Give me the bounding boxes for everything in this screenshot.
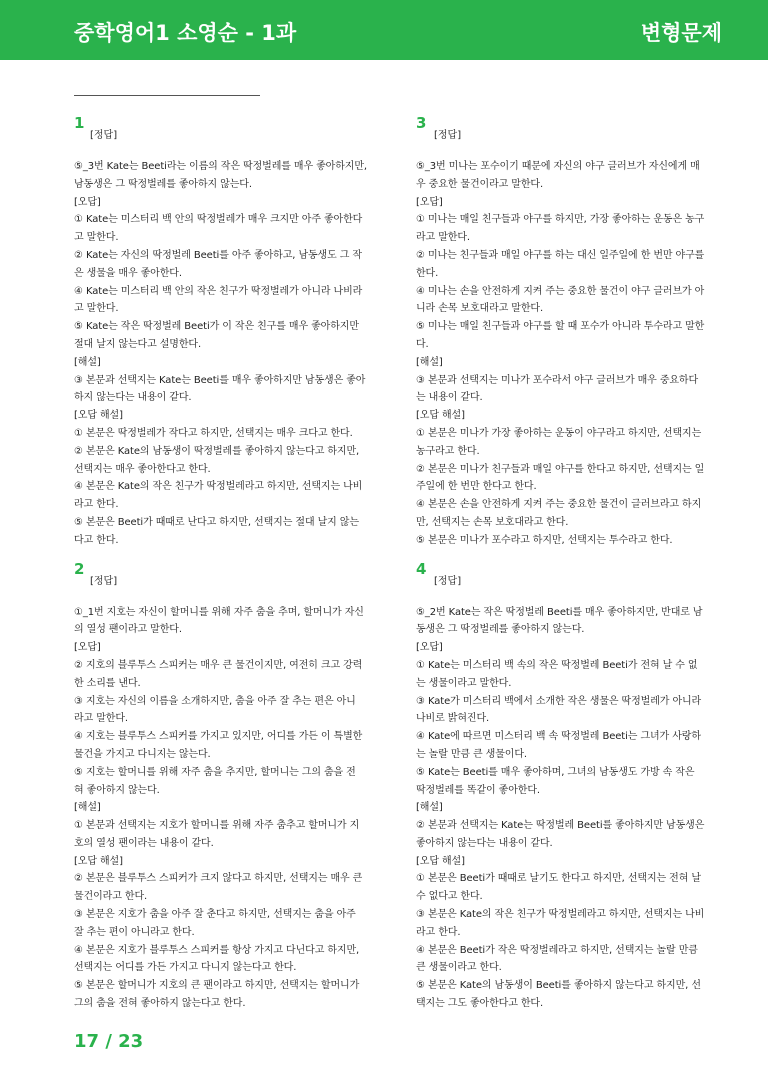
question-number: 1: [74, 114, 85, 132]
text-line: ③ 본문과 선택지는 미나가 포수라서 야구 글러브가 매우 중요하다: [416, 374, 699, 386]
text-line: 혀 좋아하지 않는다.: [74, 784, 160, 796]
text-line: ① 본문은 딱정벌레가 작다고 하지만, 선택지는 매우 크다고 한다.: [74, 427, 353, 439]
text-line: ④ 본문은 Beeti가 작은 딱정벌레라고 하지만, 선택지는 놀랄 만큼: [416, 944, 698, 956]
text-line: ② 지호의 블루투스 스피커는 매우 큰 물건이지만, 여전히 크고 강력: [74, 659, 363, 671]
text-line: 선택지는 매우 좋아한다고 한다.: [74, 463, 211, 475]
text-line: ③ Kate가 미스터리 백에서 소개한 작은 생물은 딱정벌레가 아니라: [416, 695, 702, 707]
text-line: ④ Kate는 미스터리 백 안의 작은 친구가 딱정벌레가 아니라 나비라: [74, 285, 363, 297]
right-column: [416, 114, 732, 1013]
text-line: ① 본문은 미나가 가장 좋아하는 운동이 야구라고 하지만, 선택지는: [416, 427, 702, 439]
text-line: 라고 말한다.: [74, 713, 128, 725]
text-line: ⑤ 본문은 Beeti가 때때로 난다고 하지만, 선택지는 절대 날지 않는: [74, 516, 359, 528]
text-line: ① 본문은 Beeti가 때때로 날기도 한다고 하지만, 선택지는 전혀 날: [416, 873, 701, 885]
text-line: [오답]: [74, 642, 101, 654]
text-line: 다.: [416, 338, 429, 350]
text-line: ⑤ Kate는 Beeti를 매우 좋아하며, 그녀의 남동생도 가방 속 작은: [416, 766, 695, 778]
text-line: 절대 날지 않는다고 설명한다.: [74, 338, 202, 350]
text-line: ④ 지호는 블루투스 스피커를 가지고 있지만, 어디를 가든 이 특별한: [74, 731, 363, 743]
question-header: [416, 114, 732, 158]
text-line: 좋아하지 않는다는 내용이 같다.: [416, 837, 553, 849]
text-line: 선택지는 어디를 가든 가지고 다니지 않는다고 한다.: [74, 962, 297, 974]
text-line: [오답]: [416, 196, 443, 208]
text-line: ④ 본문은 Kate의 작은 친구가 딱정벌레라고 하지만, 선택지는 나비: [74, 481, 363, 493]
text-line: 하지 않는다는 내용이 같다.: [74, 392, 192, 404]
text-line: 한다.: [416, 267, 439, 279]
text-line: 물건이라고 한다.: [74, 891, 148, 903]
text-line: ② 본문은 미나가 친구들과 매일 야구를 한다고 하지만, 선택지는 일: [416, 463, 705, 475]
text-line: 라고 한다.: [416, 926, 461, 938]
answer-label: [정답]: [90, 130, 118, 141]
text-line: 라고 말한다.: [416, 232, 470, 244]
text-line: ① Kate는 미스터리 백 안의 딱정벌레가 매우 크지만 아주 좋아한다: [74, 214, 363, 226]
text-line: ③ 본문은 Kate의 작은 친구가 딱정벌레라고 하지만, 선택지는 나비: [416, 909, 705, 921]
text-line: 는 생물이라고 말한다.: [416, 677, 512, 689]
text-line: 남동생은 그 딱정벌레를 좋아하지 않는다.: [74, 178, 252, 190]
question-2: [74, 560, 390, 1013]
question-3: [416, 114, 732, 550]
text-line: [해설]: [416, 802, 443, 814]
text-line: ⑤ 지호는 할머니를 위해 자주 춤을 추지만, 할머니는 그의 춤을 전: [74, 766, 356, 778]
text-line: ⑤ 본문은 미나가 포수라고 하지만, 선택지는 투수라고 한다.: [416, 534, 673, 546]
text-line: [해설]: [74, 802, 101, 814]
text-line: [해설]: [416, 356, 443, 368]
text-line: 한 소리를 낸다.: [74, 677, 141, 689]
text-line: 만, 선택지는 손목 보호대라고 한다.: [416, 516, 569, 528]
text-line: [오답]: [74, 196, 101, 208]
question-header: [74, 114, 390, 158]
question-header: [74, 560, 390, 604]
text-line: 수 없다고 한다.: [416, 891, 483, 903]
text-line: ④ 본문은 손을 안전하게 지켜 주는 중요한 물건이 글러브라고 하지: [416, 499, 702, 511]
text-line: ③ 지호는 자신의 이름을 소개하지만, 춤을 아주 잘 추는 편은 아니: [74, 695, 356, 707]
text-line: 농구라고 한다.: [416, 445, 480, 457]
text-line: 고 말한다.: [74, 232, 119, 244]
text-line: ② 미나는 친구들과 매일 야구를 하는 대신 일주일에 한 번만 야구를: [416, 249, 705, 261]
text-line: 딱정벌레를 똑같이 좋아한다.: [416, 784, 540, 796]
text-line: 호의 열성 팬이라는 내용이 같다.: [74, 837, 214, 849]
text-line: 은 생물을 매우 좋아한다.: [74, 267, 182, 279]
text-line: [오답]: [416, 642, 443, 654]
divider: [74, 95, 260, 96]
text-line: [오답 해설]: [416, 410, 465, 422]
answer-label: [정답]: [90, 575, 118, 587]
text-line: [오답 해설]: [74, 855, 123, 867]
text-line: ①_1번 지호는 자신이 할머니를 위해 자주 춤을 추며, 할머니가 자신: [74, 606, 364, 618]
section-label: 변형문제: [640, 21, 722, 45]
page-title: 중학영어1 소영순 - 1과: [74, 21, 297, 45]
answer-label: [정답]: [434, 130, 462, 141]
text-line: [해설]: [74, 356, 101, 368]
question-number: 2: [74, 559, 85, 578]
text-line: ⑤_3번 미나는 포수이기 때문에 자신의 야구 글러브가 자신에게 매: [416, 161, 700, 172]
text-line: ⑤_2번 Kate는 작은 딱정벌레 Beeti를 매우 좋아하지만, 반대로 남: [416, 606, 703, 618]
text-line: 택지는 그도 좋아한다고 한다.: [416, 998, 544, 1010]
text-line: 동생은 그 딱정벌레를 좋아하지 않는다.: [416, 624, 585, 636]
text-line: 는 놀랄 만큼 큰 생물이다.: [416, 748, 527, 760]
question-number: 4: [416, 559, 427, 578]
question-number: 3: [416, 114, 427, 132]
text-line: ② 본문은 Kate의 남동생이 딱정벌레를 좋아하지 않는다고 하지만,: [74, 445, 360, 457]
text-line: ④ Kate에 따르면 미스터리 백 속 딱정벌레 Beeti는 그녀가 사랑하: [416, 731, 701, 743]
text-line: 니라 손목 보호대라고 말한다.: [416, 303, 544, 315]
answer-text: [74, 604, 390, 1013]
text-line: [오답 해설]: [74, 410, 123, 422]
text-line: 잘 추는 편이 아니라고 한다.: [74, 926, 195, 938]
text-line: 는 내용이 같다.: [416, 392, 483, 404]
text-line: 물건을 가지고 다니지는 않는다.: [74, 748, 211, 760]
text-line: 다고 한다.: [74, 534, 119, 546]
text-line: ⑤ 미나는 매일 친구들과 야구를 할 때 포수가 아니라 투수라고 말한: [416, 321, 705, 333]
text-line: 주일에 한 번만 한다고 한다.: [416, 481, 537, 493]
text-line: 의 열성 팬이라고 말한다.: [74, 624, 182, 636]
answer-text: [416, 158, 732, 550]
text-line: ② Kate는 자신의 딱정벌레 Beeti를 아주 좋아하고, 남동생도 그 작: [74, 249, 362, 261]
text-line: ① 본문과 선택지는 지호가 할머니를 위해 자주 춤추고 할머니가 지: [74, 820, 360, 832]
text-line: ② 본문은 블루투스 스피커가 크지 않다고 하지만, 선택지는 매우 큰: [74, 873, 363, 885]
page-header: [0, 0, 768, 60]
text-line: 우 중요한 물건이라고 말한다.: [416, 178, 544, 190]
question-header: [416, 560, 732, 604]
text-line: 그의 춤을 전혀 좋아하지 않는다고 한다.: [74, 998, 246, 1010]
text-line: 큰 생물이라고 한다.: [416, 962, 502, 974]
answer-label: [정답]: [434, 575, 462, 587]
page-number: 17 / 23: [74, 1031, 144, 1052]
text-line: ⑤ Kate는 작은 딱정벌레 Beeti가 이 작은 친구를 매우 좋아하지만: [74, 321, 359, 333]
text-line: 라고 한다.: [74, 499, 119, 511]
answer-text: [416, 604, 732, 1013]
text-line: ② 본문과 선택지는 Kate는 딱정벌레 Beeti를 좋아하지만 남동생은: [416, 820, 705, 832]
text-line: ③ 본문은 지호가 춤을 아주 잘 춘다고 하지만, 선택지는 춤을 아주: [74, 909, 356, 921]
text-line: ③ 본문과 선택지는 Kate는 Beeti를 매우 좋아하지만 남동생은 좋아: [74, 374, 366, 386]
text-line: ① Kate는 미스터리 백 속의 작은 딱정벌레 Beeti가 전혀 날 수 없: [416, 659, 698, 671]
question-4: [416, 560, 732, 1013]
text-line: 나비로 밝혀진다.: [416, 713, 490, 725]
text-line: ⑤ 본문은 할머니가 지호의 큰 팬이라고 하지만, 선택지는 할머니가: [74, 980, 360, 992]
text-line: [오답 해설]: [416, 855, 465, 867]
text-line: ⑤ 본문은 Kate의 남동생이 Beeti를 좋아하지 않는다고 하지만, 선: [416, 980, 701, 992]
text-line: ④ 본문은 지호가 블루투스 스피커를 항상 가지고 다닌다고 하지만,: [74, 944, 360, 956]
text-line: ④ 미나는 손을 안전하게 지켜 주는 중요한 물건이 야구 글러브가 아: [416, 285, 705, 297]
answer-text: [74, 158, 390, 550]
text-line: ① 미나는 매일 친구들과 야구를 하지만, 가장 좋아하는 운동은 농구: [416, 214, 705, 226]
text-line: 고 말한다.: [74, 303, 119, 315]
question-1: [74, 114, 390, 550]
text-line: ⑤_3번 Kate는 Beeti라는 이름의 작은 딱정벌레를 매우 좋아하지만,: [74, 161, 367, 172]
left-column: [74, 114, 390, 1013]
